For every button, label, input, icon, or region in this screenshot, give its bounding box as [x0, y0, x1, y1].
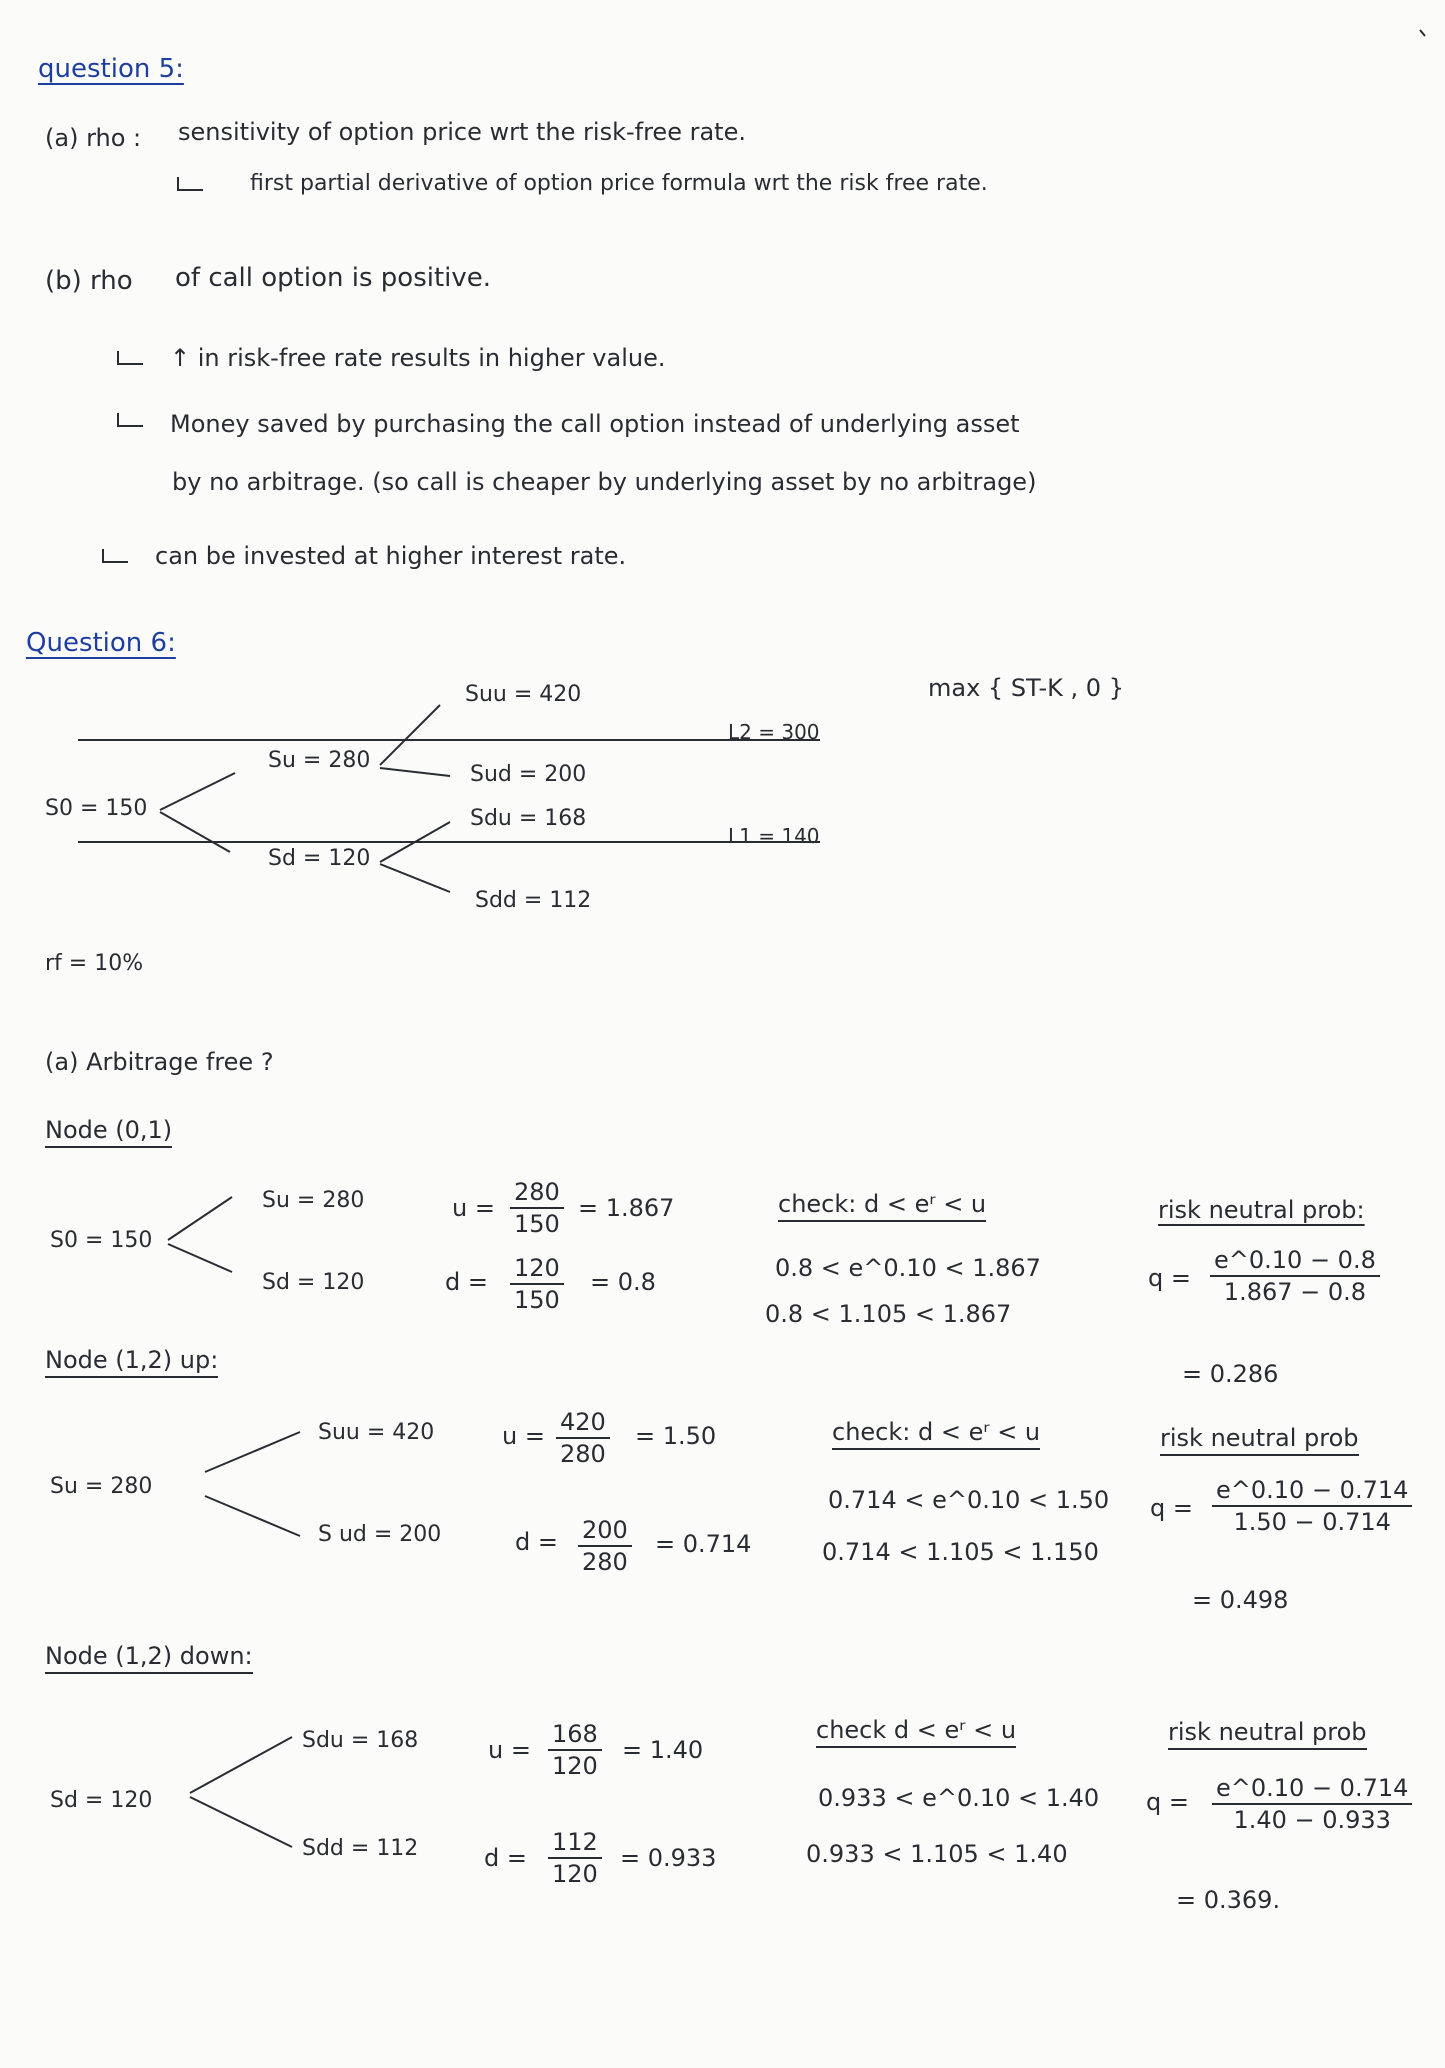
- node01-rn-title: risk neutral prob:: [1158, 1196, 1365, 1224]
- node01-check-title: check: d < eʳ < u: [778, 1192, 986, 1222]
- node01-s0: S0 = 150: [50, 1228, 153, 1253]
- tree-sdu: Sdu = 168: [470, 806, 587, 831]
- node01-d-fraction: [510, 1256, 564, 1312]
- node12down-check2: 0.933 < 1.105 < 1.40: [806, 1840, 1068, 1868]
- node12down-d-num: 112: [548, 1830, 602, 1859]
- branch-node12down-up: [190, 1737, 292, 1793]
- node01-q-value: = 0.286: [1182, 1360, 1279, 1388]
- payoff-formula: max { ST-K , 0 }: [928, 674, 1124, 702]
- tree-sud: Sud = 200: [470, 762, 587, 787]
- node01-u-value: = 1.867: [578, 1194, 675, 1222]
- branch-sd-sdd: [380, 864, 450, 892]
- node01-q-num: e^0.10 − 0.8: [1210, 1248, 1380, 1277]
- arrow-b2: [118, 413, 143, 426]
- q6a-title: (a) Arbitrage free ?: [45, 1048, 274, 1076]
- q5b-bullet2b: by no arbitrage. (so call is cheaper by underlying asset by no arbitrage): [172, 468, 1037, 496]
- branch-su-sud: [380, 768, 450, 776]
- node12down-q-label: q =: [1146, 1788, 1189, 1816]
- node01-u-den: 150: [514, 1210, 560, 1238]
- q5b-label: (b) rho: [45, 266, 133, 296]
- node12up-u-num: 420: [556, 1410, 610, 1439]
- node12up-u-den: 280: [560, 1440, 606, 1468]
- node12down-q-value: = 0.369.: [1176, 1886, 1281, 1914]
- node01-check2: 0.8 < 1.105 < 1.867: [765, 1300, 1012, 1328]
- node12down-q-fraction: [1212, 1776, 1412, 1832]
- node12up-q-value: = 0.498: [1192, 1586, 1289, 1614]
- node01-u-num: 280: [510, 1180, 564, 1209]
- node12up-s: Su = 280: [50, 1474, 153, 1499]
- node12down-sdd: Sdd = 112: [302, 1836, 419, 1861]
- node12down-u-fraction: [548, 1722, 602, 1778]
- node12up-d-fraction: [578, 1518, 632, 1574]
- node12down-q-den: 1.40 − 0.933: [1233, 1806, 1391, 1834]
- branch-node12down-down: [190, 1797, 292, 1847]
- node01-check1: 0.8 < e^0.10 < 1.867: [775, 1254, 1041, 1282]
- node12down-d-den: 120: [552, 1860, 598, 1888]
- margin-mark: [1420, 30, 1425, 36]
- branch-node12up-up: [205, 1432, 300, 1472]
- node01-q-den: 1.867 − 0.8: [1223, 1278, 1367, 1306]
- branch-node12up-down: [205, 1496, 300, 1536]
- q5b-bullet3: can be invested at higher interest rate.: [155, 542, 627, 570]
- node12up-q-fraction: [1212, 1478, 1412, 1534]
- node01-q-label: q =: [1148, 1264, 1191, 1292]
- node12up-check-title: check: d < eʳ < u: [832, 1420, 1040, 1450]
- node01-su: Su = 280: [262, 1188, 365, 1213]
- q5a-line1: sensitivity of option price wrt the risk-free rate.: [178, 118, 746, 146]
- branch-s0-sd: [160, 812, 230, 852]
- node12up-d-den: 280: [582, 1548, 628, 1576]
- node12up-u-fraction: [556, 1410, 610, 1466]
- node12up-suu: Suu = 420: [318, 1420, 435, 1445]
- branch-node01-up: [168, 1197, 232, 1240]
- node12down-u-num: 168: [548, 1722, 602, 1751]
- node12up-rn-title: risk neutral prob: [1160, 1426, 1359, 1456]
- node12down-sdu: Sdu = 168: [302, 1728, 419, 1753]
- node12down-rn-title: risk neutral prob: [1168, 1720, 1367, 1750]
- tree-suu: Suu = 420: [465, 682, 582, 707]
- question-6-title: Question 6:: [26, 628, 176, 658]
- node12up-sud: S ud = 200: [318, 1522, 442, 1547]
- node12up-check2: 0.714 < 1.105 < 1.150: [822, 1538, 1099, 1566]
- node12down-check1: 0.933 < e^0.10 < 1.40: [818, 1784, 1100, 1812]
- node12down-s: Sd = 120: [50, 1788, 153, 1813]
- node12down-check-title: check d < eʳ < u: [816, 1718, 1016, 1748]
- node12down-q-num: e^0.10 − 0.714: [1212, 1776, 1412, 1805]
- arrow-a2: [178, 177, 203, 190]
- q5b-line1: of call option is positive.: [175, 263, 492, 293]
- risk-free-rate: rf = 10%: [45, 951, 144, 976]
- arrow-b1: [118, 351, 143, 364]
- node01-u-fraction: [510, 1180, 564, 1236]
- node12down-d-fraction: [548, 1830, 602, 1886]
- branch-node01-down: [168, 1244, 232, 1272]
- node01-u-label: u =: [452, 1194, 495, 1222]
- node12down-title: Node (1,2) down:: [45, 1644, 253, 1674]
- node12up-check1: 0.714 < e^0.10 < 1.50: [828, 1486, 1110, 1514]
- q5a-line2: first partial derivative of option price formula wrt the risk free rate.: [250, 171, 988, 196]
- tree-su: Su = 280: [268, 748, 371, 773]
- node01-d-label: d =: [445, 1268, 488, 1296]
- node12down-d-value: = 0.933: [620, 1844, 717, 1872]
- tree-sdd: Sdd = 112: [475, 888, 592, 913]
- barrier-l1: L1 = 140: [728, 824, 820, 848]
- arrow-b3: [103, 549, 128, 562]
- question-5-title: question 5:: [38, 54, 184, 84]
- tree-sd: Sd = 120: [268, 846, 371, 871]
- tree-s0: S0 = 150: [45, 796, 148, 821]
- node12up-q-num: e^0.10 − 0.714: [1212, 1478, 1412, 1507]
- node01-q-fraction: [1210, 1248, 1380, 1304]
- branch-s0-su: [160, 773, 235, 810]
- node12up-d-label: d =: [515, 1528, 558, 1556]
- node12up-d-value: = 0.714: [655, 1530, 752, 1558]
- node01-d-value: = 0.8: [590, 1268, 656, 1296]
- node01-d-num: 120: [510, 1256, 564, 1285]
- node12up-q-den: 1.50 − 0.714: [1233, 1508, 1391, 1536]
- node12up-d-num: 200: [578, 1518, 632, 1547]
- node12down-u-value: = 1.40: [622, 1736, 704, 1764]
- node12up-title: Node (1,2) up:: [45, 1348, 218, 1378]
- node01-d-den: 150: [514, 1286, 560, 1314]
- node12up-q-label: q =: [1150, 1494, 1193, 1522]
- barrier-l2: L2 = 300: [728, 720, 820, 744]
- node01-title: Node (0,1): [45, 1118, 172, 1148]
- branch-su-suu: [380, 705, 440, 765]
- node12up-u-label: u =: [502, 1422, 545, 1450]
- node01-sd: Sd = 120: [262, 1270, 365, 1295]
- q5b-bullet2a: Money saved by purchasing the call option instead of underlying asset: [170, 410, 1020, 438]
- node12down-u-den: 120: [552, 1752, 598, 1780]
- node12down-u-label: u =: [488, 1736, 531, 1764]
- node12up-u-value: = 1.50: [635, 1422, 717, 1450]
- node12down-d-label: d =: [484, 1844, 527, 1872]
- q5a-label: (a) rho :: [45, 124, 142, 152]
- q5b-bullet1: ↑ in risk-free rate results in higher value.: [170, 344, 666, 372]
